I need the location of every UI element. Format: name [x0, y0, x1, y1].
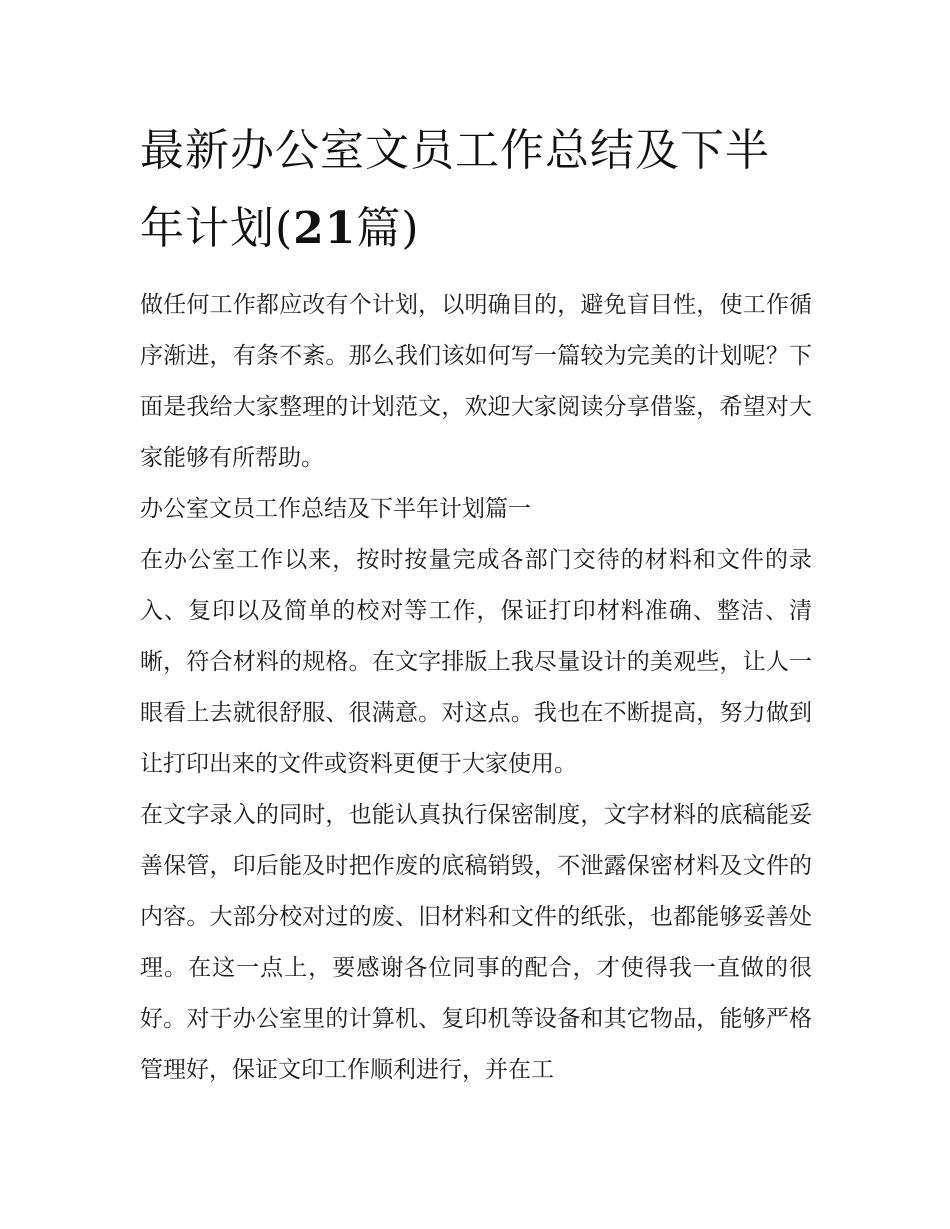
document-body — [140, 112, 812, 1096]
title-text-part1: 最新办公室文员工作总结及下半年计划( — [140, 125, 770, 254]
title-number: 21 — [293, 203, 357, 254]
body-paragraph: 在办公室工作以来，按时按量完成各部门交待的材料和文件的录入、复印以及简单的校对等工作，保证打印材料准确、整洁、清晰，符合材料的规格。在文字排版上我尽量设计的美观些，让人一眼看上去就很舒服、很满意。对这点。我也在不断提高，努力做到让打印出来的文件或资料更便于大家使用。 — [140, 547, 812, 777]
section-heading: 办公室文员工作总结及下半年计划篇一 — [140, 496, 531, 522]
intro-paragraph: 做任何工作都应改有个计划，以明确目的，避免盲目性，使工作循序渐进，有条不紊。那么我们该如何写一篇较为完美的计划呢？下面是我给大家整理的计划范文，欢迎大家阅读分享借鉴，希望对大家能够有所帮助。 — [140, 292, 812, 471]
body-paragraph: 在文字录入的同时，也能认真执行保密制度，文字材料的底稿能妥善保管，印后能及时把作废的底稿销毁，不泄露保密材料及文件的内容。大部分校对过的废、旧材料和文件的纸张，也都能够妥善处理。在这一点上，要感谢各位同事的配合，才使得我一直做的很好。对于办公室里的计算机、复印机等设备和其它物品，能够严格管理好，保证文印工作顺利进行，并在工 — [140, 802, 812, 1083]
title-text-part2: 篇) — [356, 203, 420, 254]
document-title — [140, 112, 812, 268]
